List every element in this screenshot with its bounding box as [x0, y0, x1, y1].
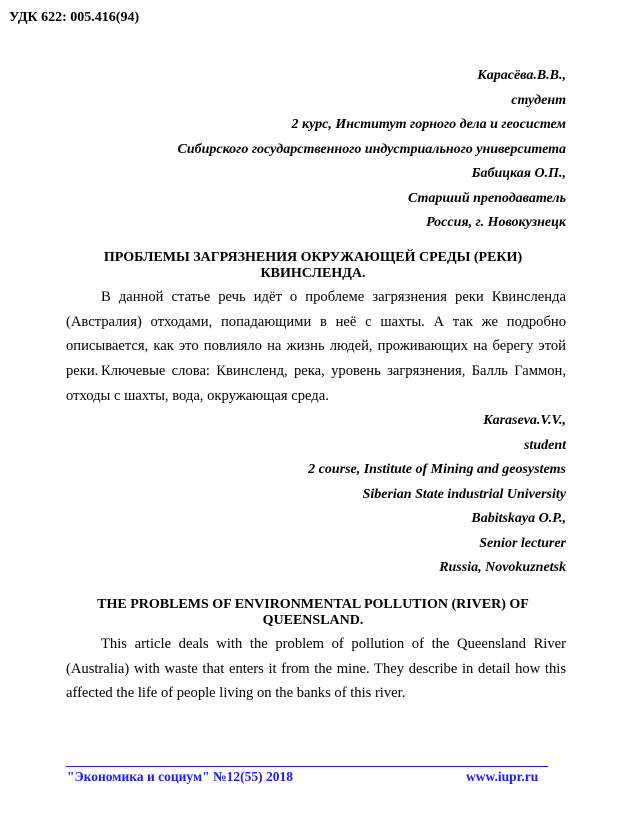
ru-supervisor-position: Старший преподаватель	[407, 190, 566, 206]
en-location: Russia, Novokuznetsk	[439, 560, 566, 575]
ru-keywords: Ключевые слова: Квинсленд, река, уровень загрязнения, Балль Гаммон, отходы с шахты, вода, окружающая среда.	[66, 363, 566, 404]
en-author-institute: 2 course, Institute of Mining and geosystems	[308, 462, 566, 477]
footer-url[interactable]: www.iupr.ru	[466, 769, 539, 784]
en-author-block	[60, 409, 566, 581]
en-abstract: This article deals with the problem of pollution of the Queensland River (Australia) with waste that enters it from the mine. They describe in detail how this affected the life of people living on the banks of this river.	[66, 636, 566, 701]
ru-abstract: В данной статье речь идёт о проблеме загрязнения реки Квинсленда (Австралия) отходами, попадающими в неё с шахты. А так же подробно описывается, как это повлияло на жизнь людей, проживающих на берегу этой реки.	[66, 289, 566, 379]
footer-journal: "Экономика и социум" №12(55) 2018	[67, 769, 293, 784]
en-author-status: student	[523, 437, 566, 453]
ru-title-line-1: ПРОБЛЕМЫ ЗАГРЯЗНЕНИЯ ОКРУЖАЮЩЕЙ СРЕДЫ (РЕКИ)	[103, 250, 523, 265]
en-supervisor-name: Babitskaya O.P.,	[471, 511, 566, 526]
en-title	[60, 597, 566, 629]
footer-divider	[66, 766, 548, 767]
ru-author-institute: 2 курс, Институт горного дела и геосистем	[291, 117, 566, 132]
en-supervisor-position: Senior lecturer	[479, 535, 566, 551]
ru-supervisor-name: Бабицкая О.П.,	[471, 166, 566, 181]
en-title-line-1: THE PROBLEMS OF ENVIRONMENTAL POLLUTION (RIVER) OF	[97, 597, 529, 612]
udk-code: УДК 622: 005.416(94)	[9, 10, 140, 25]
ru-title-line-2: КВИНСЛЕНДА.	[260, 266, 366, 281]
en-author-university: Siberian State industrial University	[362, 486, 566, 502]
ru-author-status: студент	[511, 92, 566, 108]
ru-author-block	[60, 64, 566, 236]
ru-title	[60, 250, 566, 282]
ru-location: Россия, г. Новокузнецк	[426, 215, 566, 230]
ru-author-name: Карасёва.В.В.,	[477, 68, 566, 83]
ru-author-university: Сибирского государственного индустриального университета	[177, 141, 566, 157]
en-title-line-2: QUEENSLAND.	[262, 613, 364, 628]
en-author-name: Karaseva.V.V.,	[483, 413, 566, 428]
